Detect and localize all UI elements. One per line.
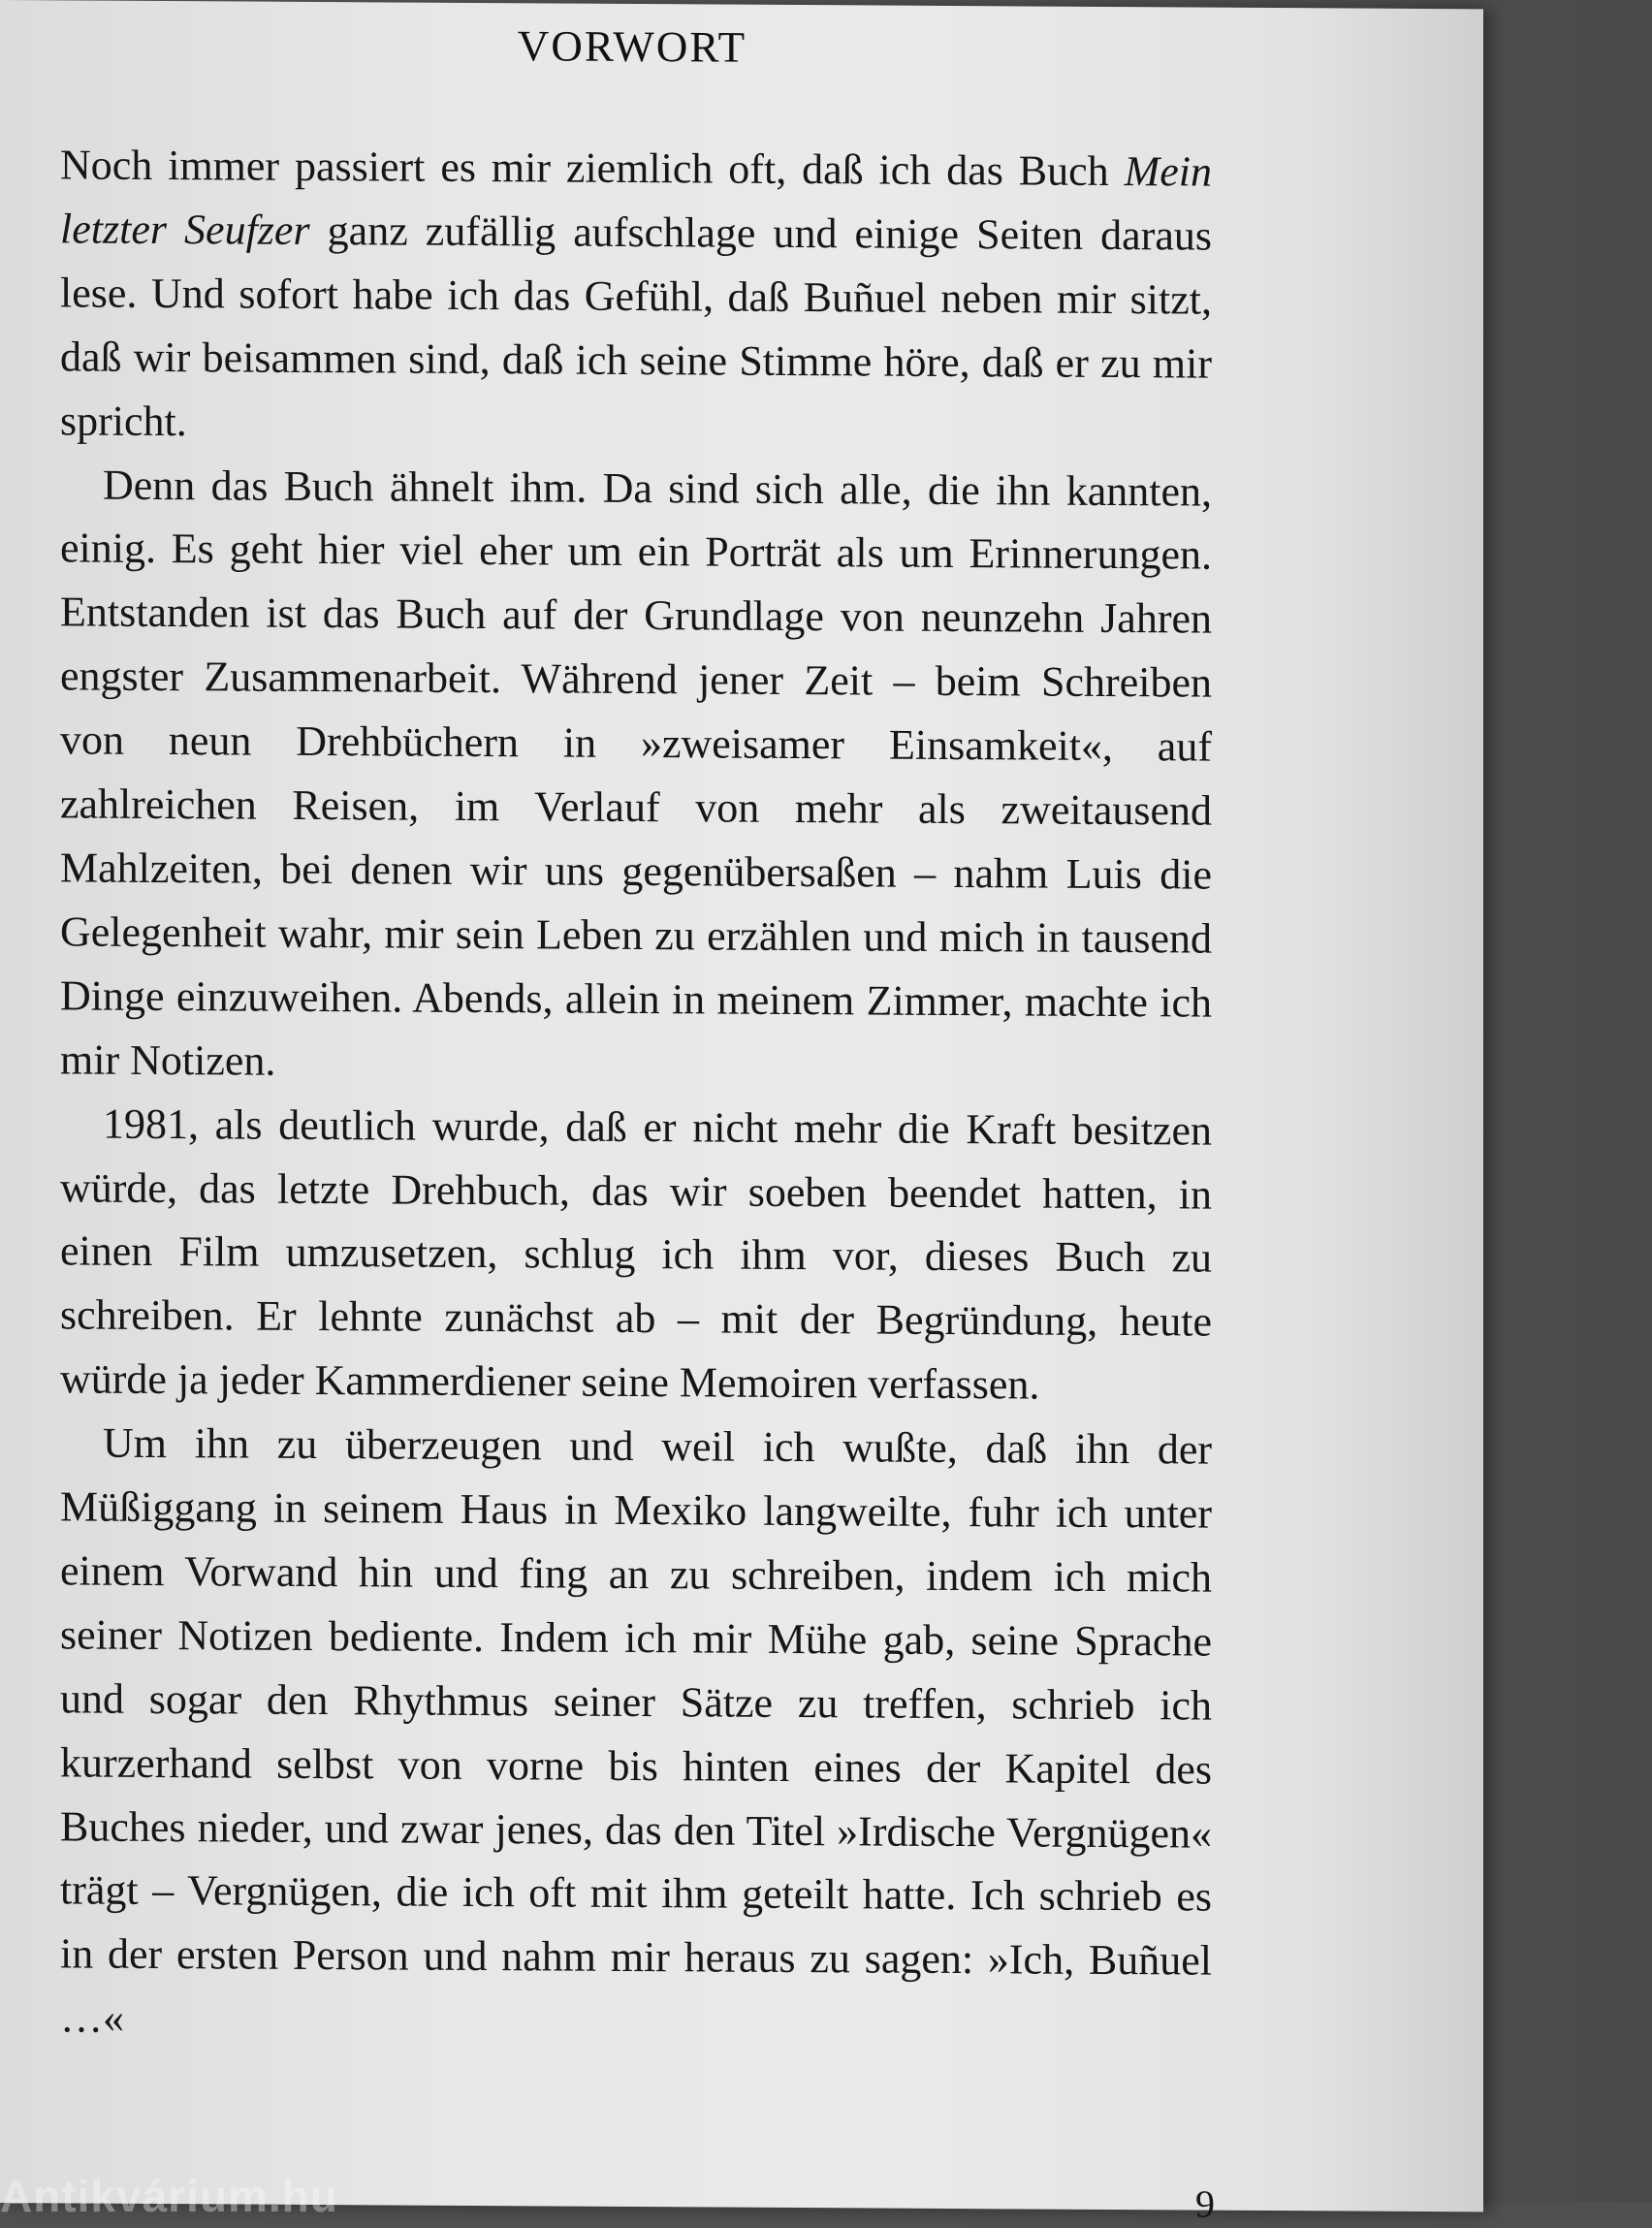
paragraph-3: 1981, als deutlich wurde, daß er nicht mehr die Kraft besitzen würde, das letzte Drehbuch, das wir soeben beendet hatten, in einen Film umzusetzen, schlug ich ihm vor, dieses Buch zu schreiben. Er lehnte zunächst ab – mit der Begründung, heute würde ja jeder Kammerdiener seine Memoiren verfassen.: [60, 1099, 1212, 1409]
paragraph-1: [60, 133, 1212, 460]
paragraph-2: Denn das Buch ähnelt ihm. Da sind sich alle, die ihn kannten, einig. Es geht hier viel eher um ein Porträt als um Erinnerungen. Entstanden ist das Buch auf der Grundlage von neunzehn Jahren engster Zusammenarbeit. Während jener Zeit – beim Schreiben von neun Drehbüchern in »zweisamer Einsamkeit«, auf zahlreichen Reisen, im Verlauf von mehr als zweitausend Mahlzeiten, bei denen wir uns gegenübersaßen – nahm Luis die Gelegenheit wahr, mir sein Leben zu erzählen und mich in tausend Dinge einzuweihen. Abends, allein in meinem Zimmer, machte ich mir Notizen.: [60, 461, 1212, 1085]
page-number: 9: [1195, 2181, 1215, 2226]
book-title-italic: Mein letzter Seufzer: [60, 147, 1212, 254]
watermark-text: Antikvárium.hu: [0, 2171, 338, 2221]
chapter-heading: VORWORT: [517, 21, 747, 72]
paragraph-4: Um ihn zu überzeugen und weil ich wußte, daß ihn der Müßiggang in seinem Haus in Mexiko langweilte, fuhr ich unter einem Vorwand hin und fing an zu schreiben, indem ich mich seiner Notizen bediente. Indem ich mir Mühe gab, seine Sprache und sogar den Rhythmus seiner Sätze zu treffen, schrieb ich kurzerhand selbst von vorne bis hinten eines der Kapitel des Buches nieder, und zwar jenes, das den Titel »Irdische Vergnügen« trägt – Vergnügen, die ich oft mit ihm geteilt hatte. Ich schrieb es in der ersten Person und nahm mir heraus zu sagen: »Ich, Buñuel …«: [60, 1418, 1212, 2043]
paragraph-1-tail: ganz zufällig aufschlage und einige Seiten daraus lese. Und sofort habe ich das Gefühl, daß Buñuel neben mir sitzt, daß wir beisammen sind, daß ich seine Stimme höre, daß er zu mir spricht.: [60, 206, 1212, 445]
body-text: [60, 133, 1212, 2056]
paragraph-1-text: Noch immer passiert es mir ziemlich oft, daß ich das Buch: [60, 141, 1125, 196]
